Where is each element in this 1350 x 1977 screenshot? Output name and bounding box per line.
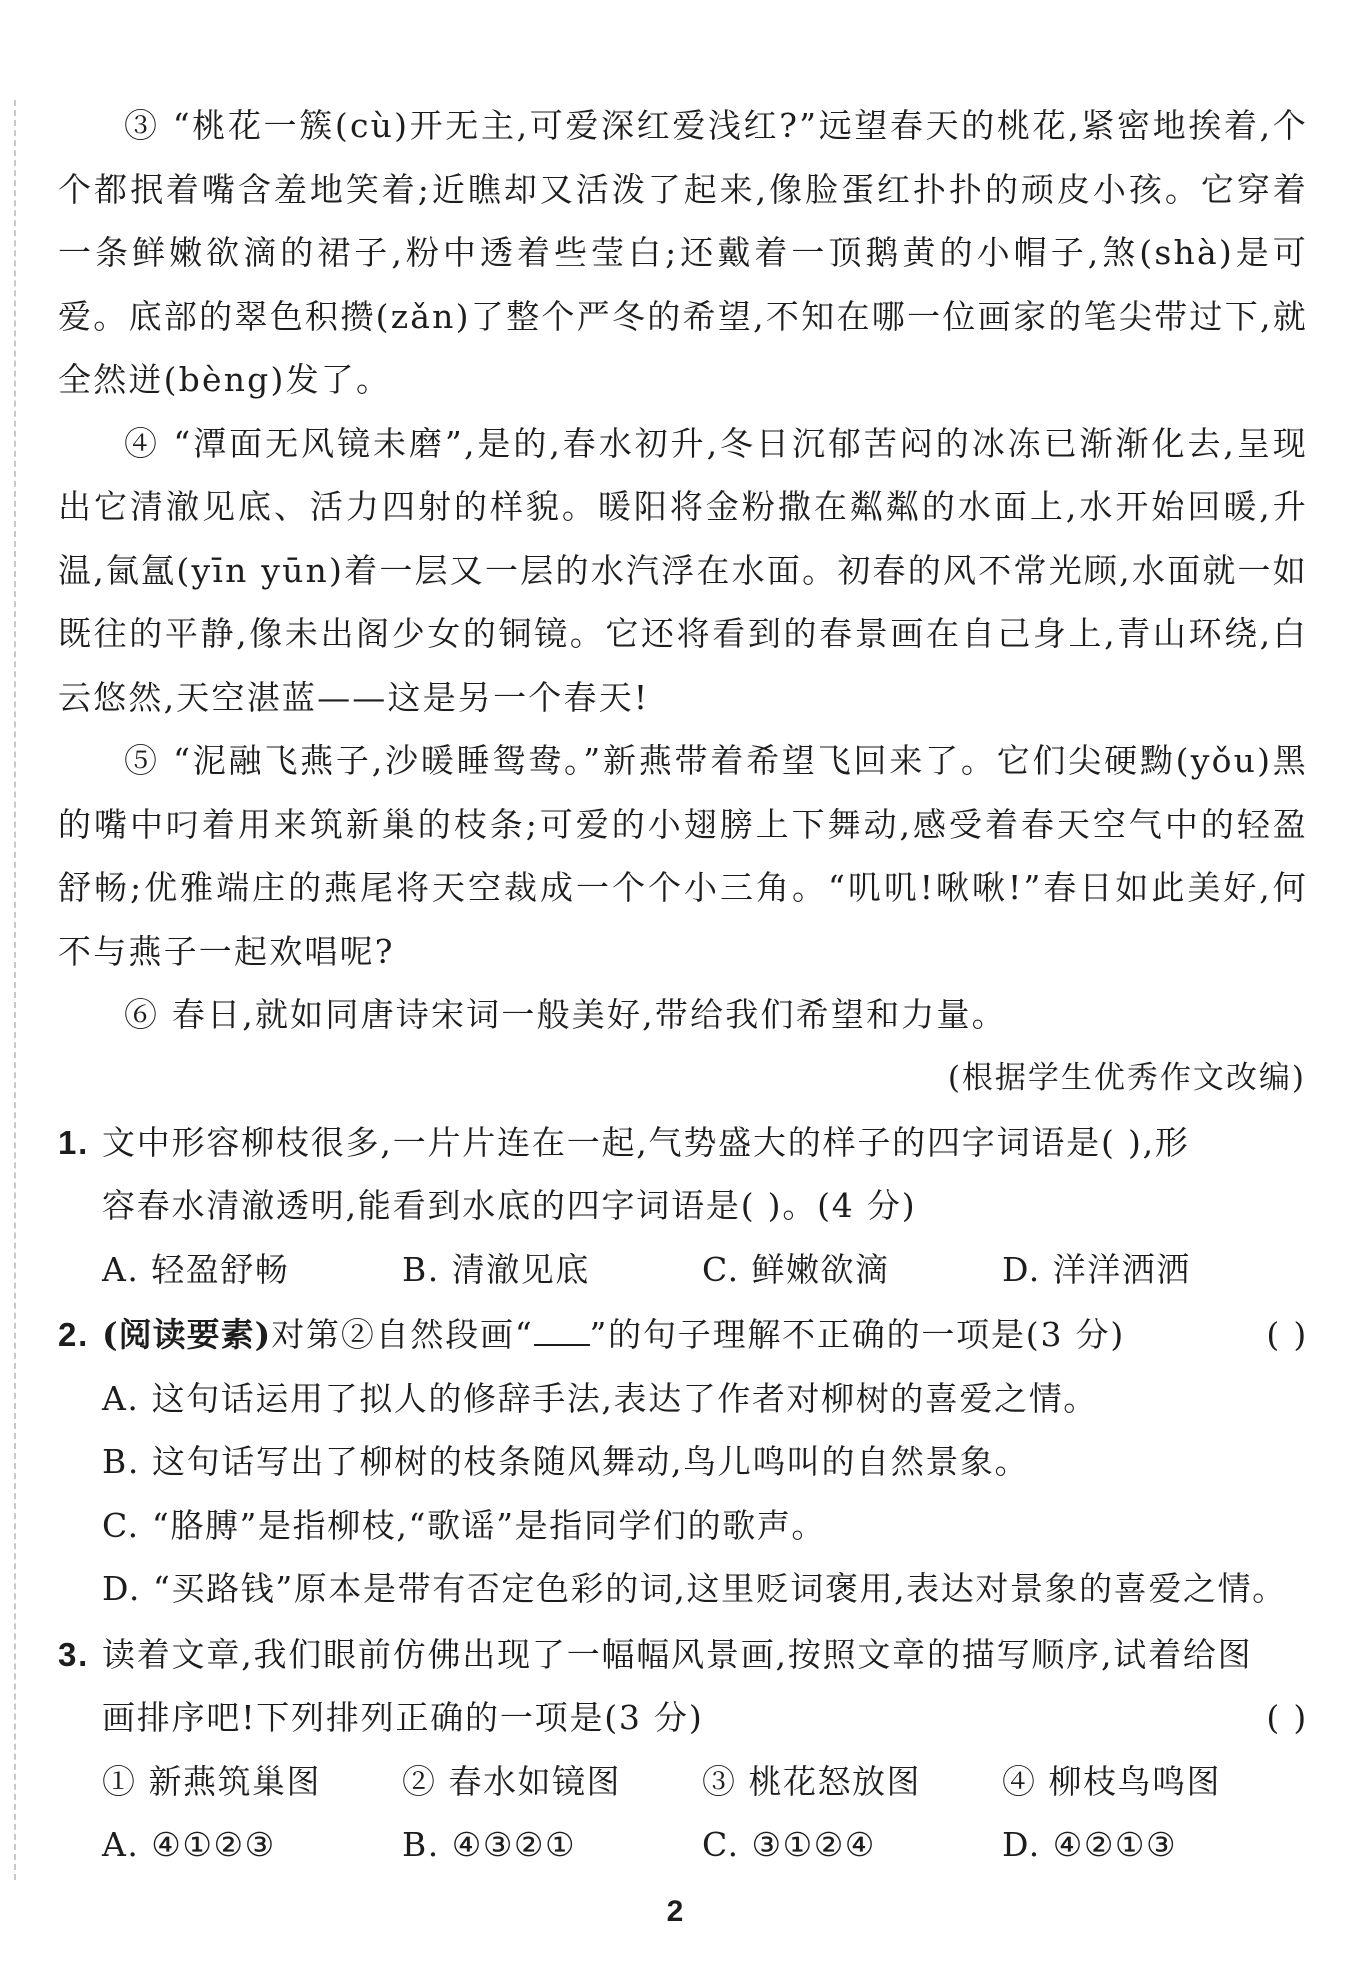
picture-1: ① 新燕筑巢图 bbox=[102, 1761, 321, 1801]
question-number: 1. bbox=[58, 1123, 90, 1161]
reading-element-tag: (阅读要素) bbox=[102, 1315, 272, 1354]
option-d: D. ④②①③ bbox=[1002, 1825, 1178, 1864]
picture-2: ② 春水如镜图 bbox=[402, 1761, 621, 1801]
answer-bracket[interactable]: ( ) bbox=[1266, 1315, 1308, 1354]
option-a: A. 这句话运用了拟人的修辞手法,表达了作者对柳树的喜爱之情。 bbox=[102, 1378, 1098, 1418]
question-stem-line2: 容春水清澈透明,能看到水底的四字词语是( )。(4 分) bbox=[102, 1186, 917, 1225]
option-d: D. “买路钱”原本是带有否定色彩的词,这里贬词褒用,表达对景象的喜爱之情。 bbox=[102, 1569, 1287, 1608]
page-number: 2 bbox=[666, 1895, 684, 1928]
page-content bbox=[58, 94, 1308, 1877]
picture-4: ④ 柳枝鸟鸣图 bbox=[1002, 1761, 1221, 1801]
question-2 bbox=[58, 1303, 1308, 1621]
answer-bracket[interactable]: ( ) bbox=[1266, 1698, 1308, 1737]
option-b: B. ④③②① bbox=[402, 1825, 577, 1864]
binding-line bbox=[14, 100, 16, 1880]
question-1 bbox=[58, 1111, 1308, 1302]
question-number: 3. bbox=[58, 1635, 90, 1673]
option-d: D. 洋洋洒洒 bbox=[1002, 1249, 1191, 1289]
option-c: C. 鲜嫩欲滴 bbox=[702, 1249, 890, 1289]
question-stem-line1: 文中形容柳枝很多,一片片连在一起,气势盛大的样子的四字词语是( ),形 bbox=[102, 1122, 1190, 1162]
underline-mark bbox=[534, 1318, 590, 1346]
paragraph-6: ⑥ 春日,就如同唐诗宋词一般美好,带给我们希望和力量。 bbox=[124, 995, 1007, 1034]
picture-list bbox=[58, 1750, 1308, 1814]
question-stem-line1: 读着文章,我们眼前仿佛出现了一幅幅风景画,按照文章的描写顺序,试着给图 bbox=[102, 1634, 1253, 1674]
paragraph-3: ③ “桃花一簇(cù)开无主,可爱深红爱浅红?”远望春天的桃花,紧密地挨着,个个都抿着嘴含羞地笑着;近瞧却又活泼了起来,像脸蛋红扑扑的顽皮小孩。它穿着一条鲜嫩欲滴的裙子,粉中透着些莹白;还戴着一顶鹅黄的小帽子,煞(shà)是可爱。底部的翠色积攒(zǎn)了整个严冬的希望,不知在哪一位画家的笔尖带过下,就全然迸(bèng)发了。 bbox=[58, 106, 1308, 399]
option-list bbox=[58, 1367, 1308, 1621]
paragraph-5: ⑤ “泥融飞燕子,沙暖睡鸳鸯。”新燕带着希望飞回来了。它们尖硬黝(yǒu)黑的嘴中叼着用来筑新巢的枝条;可爱的小翅膀上下舞动,感受着春天空气中的轻盈舒畅;优雅端庄的燕尾将天空裁成一个个小三角。“叽叽!啾啾!”春日如此美好,何不与燕子一起欢唱呢? bbox=[58, 741, 1308, 971]
option-list bbox=[58, 1813, 1308, 1877]
source-note: (根据学生优秀作文改编) bbox=[947, 1059, 1306, 1096]
option-a: A. ④①②③ bbox=[102, 1825, 276, 1864]
option-list bbox=[58, 1238, 1308, 1302]
question-stem-pre: 对第②自然段画“ bbox=[271, 1315, 534, 1354]
question-number: 2. bbox=[58, 1316, 90, 1353]
question-stem-post: ”的句子理解不正确的一项是(3 分) bbox=[589, 1315, 1126, 1354]
paragraph-4: ④ “潭面无风镜未磨”,是的,春水初升,冬日沉郁苦闷的冰冻已渐渐化去,呈现出它清澈见底、活力四射的样貌。暖阳将金粉撒在粼粼的水面上,水开始回暖,升温,氤氲(yīn yūn)着一层又一层的水汽浮在水面。初春的风不常光顾,水面就一如既往的平静,像未出阁少女的铜镜。它还将看到的春景画在自己身上,青山环绕,白云悠然,天空湛蓝——这是另一个春天! bbox=[58, 423, 1308, 717]
option-c: C. “胳膊”是指柳枝,“歌谣”是指同学们的歌声。 bbox=[102, 1505, 827, 1545]
question-3 bbox=[58, 1623, 1308, 1877]
option-c: C. ③①②④ bbox=[702, 1825, 876, 1864]
picture-3: ③ 桃花怒放图 bbox=[702, 1761, 921, 1801]
option-b: B. 清澈见底 bbox=[402, 1249, 590, 1289]
question-stem-line2: 画排序吧!下列排列正确的一项是(3 分) bbox=[102, 1698, 704, 1737]
option-a: A. 轻盈舒畅 bbox=[102, 1249, 290, 1289]
option-b: B. 这句话写出了柳树的枝条随风舞动,鸟儿鸣叫的自然景象。 bbox=[102, 1442, 1030, 1481]
